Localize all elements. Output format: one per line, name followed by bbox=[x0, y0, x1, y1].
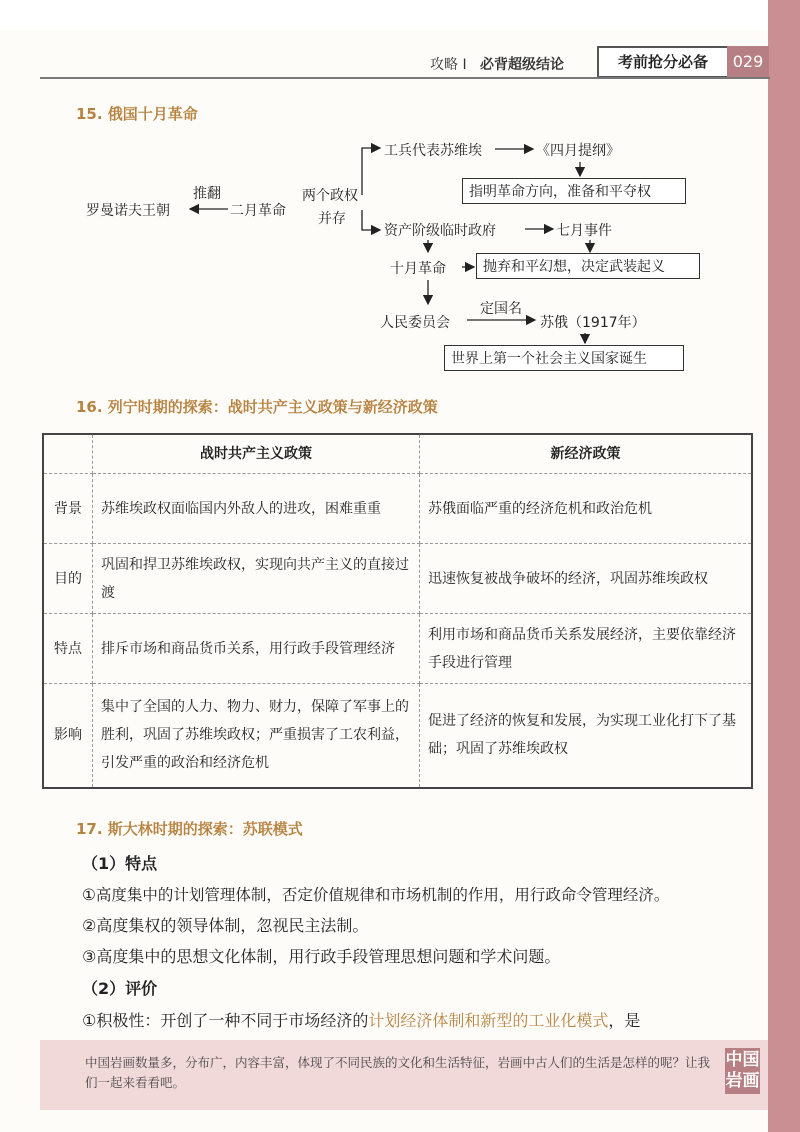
arrow-to-soviet bbox=[362, 148, 380, 195]
subheading-features: （1）特点 bbox=[82, 854, 158, 873]
romanov-dynasty: 罗曼诺夫王朝 bbox=[86, 203, 170, 219]
july-events: 七月事件 bbox=[556, 223, 612, 239]
header-subtitle: 必背超级结论 bbox=[480, 57, 564, 73]
table-row bbox=[43, 474, 752, 544]
nep-cell: 苏俄面临严重的经济危机和政治危机 bbox=[420, 474, 753, 544]
workers-soldiers-soviet: 工兵代表苏维埃 bbox=[384, 143, 482, 159]
subheading-evaluation: （2）评价 bbox=[82, 979, 158, 998]
evaluation-1-start: ①积极性：开创了一种不同于市场经济的 bbox=[82, 1011, 369, 1030]
feature-1: ①高度集中的计划管理体制，否定价值规律和市场机制的作用，用行政命令管理经济。 bbox=[82, 886, 670, 904]
rock-art-logo: 中国岩画 bbox=[725, 1048, 760, 1094]
row-label: 目的 bbox=[43, 544, 93, 614]
dual-power-line1: 两个政权 bbox=[302, 188, 358, 204]
april-theses: 《四月提纲》 bbox=[536, 143, 620, 159]
footer-text: 中国岩画数量多，分布广，内容丰富，体现了不同民族的文化和生活特征，岩画中古人们的生活是怎样的呢？让我们一起来看看吧。 bbox=[85, 1055, 711, 1090]
named-label: 定国名 bbox=[480, 301, 522, 317]
table-row bbox=[43, 614, 752, 684]
evaluation-1-highlight: 计划经济体制和新型的工业化模式 bbox=[368, 1011, 609, 1030]
evaluation-1-end: ，是 bbox=[608, 1011, 641, 1030]
overthrow-label: 推翻 bbox=[193, 186, 221, 202]
war-communism-cell: 苏维埃政权面临国内外敌人的进攻，困难重重 bbox=[93, 474, 420, 544]
peoples-council: 人民委员会 bbox=[380, 315, 450, 331]
header-badge: 考前抢分必备 bbox=[597, 46, 729, 78]
table-header-war-communism: 战时共产主义政策 bbox=[93, 434, 420, 474]
evaluation-1 bbox=[82, 1008, 640, 1031]
header-guide-label: 攻略 I bbox=[430, 57, 467, 73]
section-16-title: 16. 列宁时期的探索：战时共产主义政策与新经济政策 bbox=[76, 398, 438, 416]
table-header-nep: 新经济政策 bbox=[420, 434, 753, 474]
soviet-russia-1917: 苏俄（1917年） bbox=[540, 315, 646, 331]
table-header-blank bbox=[43, 434, 93, 474]
row-label: 特点 bbox=[43, 614, 93, 684]
table-row bbox=[43, 544, 752, 614]
war-communism-cell: 排斥市场和商品货币关系，用行政手段管理经济 bbox=[93, 614, 420, 684]
feature-2: ②高度集权的领导体制，忽视民主法制。 bbox=[82, 916, 369, 935]
table-row bbox=[43, 684, 752, 788]
october-revolution: 十月革命 bbox=[390, 261, 446, 277]
april-theses-note: 指明革命方向，准备和平夺权 bbox=[462, 178, 686, 204]
section-15-title: 15. 俄国十月革命 bbox=[76, 105, 198, 123]
row-label: 背景 bbox=[43, 474, 93, 544]
page-number: 029 bbox=[727, 46, 769, 78]
table-header-row bbox=[43, 434, 752, 474]
policy-comparison-table bbox=[42, 433, 753, 789]
october-note: 抛弃和平幻想，决定武装起义 bbox=[476, 253, 700, 279]
section-17-title: 17. 斯大林时期的探索：苏联模式 bbox=[76, 820, 303, 838]
provisional-government: 资产阶级临时政府 bbox=[384, 223, 496, 239]
feature-3: ③高度集中的思想文化体制，用行政手段管理思想问题和学术问题。 bbox=[82, 947, 561, 966]
nep-cell: 利用市场和商品货币关系发展经济，主要依靠经济手段进行管理 bbox=[420, 614, 753, 684]
war-communism-cell: 集中了全国的人力、物力、财力，保障了军事上的胜利，巩固了苏维埃政权；严重损害了工农利益，引发严重的政治和经济危机 bbox=[93, 684, 420, 788]
nep-cell: 促进了经济的恢复和发展，为实现工业化打下了基础；巩固了苏维埃政权 bbox=[420, 684, 753, 788]
dual-power-line2: 并存 bbox=[318, 211, 346, 227]
nep-cell: 迅速恢复被战争破坏的经济，巩固苏维埃政权 bbox=[420, 544, 753, 614]
february-revolution: 二月革命 bbox=[230, 203, 286, 219]
row-label: 影响 bbox=[43, 684, 93, 788]
arrow-to-provisional bbox=[362, 210, 380, 230]
war-communism-cell: 巩固和捍卫苏维埃政权，实现向共产主义的直接过渡 bbox=[93, 544, 420, 614]
first-socialist-state-note: 世界上第一个社会主义国家诞生 bbox=[444, 345, 684, 371]
